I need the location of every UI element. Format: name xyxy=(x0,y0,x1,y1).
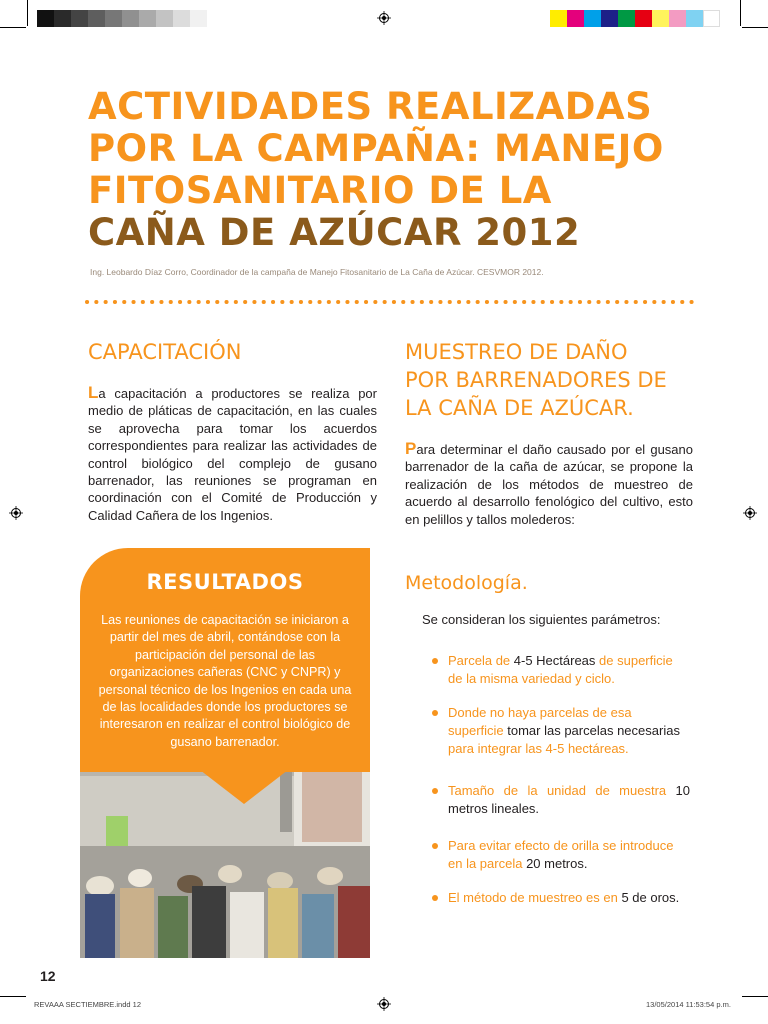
list-item xyxy=(428,652,690,688)
drop-cap: P xyxy=(405,439,417,458)
grayscale-color-bar xyxy=(37,10,207,27)
title-line: FITOSANITARIO DE LA xyxy=(88,169,552,212)
bullet-text: tomar las parcelas necesarias xyxy=(503,723,680,738)
capacitacion-heading: CAPACITACIÓN xyxy=(88,340,242,364)
resultados-pointer xyxy=(200,770,288,804)
list-item xyxy=(428,704,690,758)
bullet-text: 20 metros. xyxy=(526,856,588,871)
crop-mark xyxy=(742,996,768,997)
bullet-icon xyxy=(432,710,438,716)
bullet-text: Parcela de xyxy=(448,653,514,668)
bullet-text: 5 de oros. xyxy=(621,890,680,905)
title-line: POR LA CAMPAÑA: MANEJO xyxy=(88,127,664,170)
bullet-text: Donde no haya parcelas de esa superficie xyxy=(448,705,632,738)
registration-mark-icon xyxy=(743,506,757,520)
bullet-text: de superficie de la misma variedad y ciclo. xyxy=(448,653,673,686)
title-line: CAÑA DE AZÚCAR 2012 xyxy=(88,211,581,254)
title-line: ACTIVIDADES REALIZADAS xyxy=(88,85,653,128)
file-slug: REVAAA SECTIEMBRE.indd 12 xyxy=(34,1000,141,1009)
process-color-bar xyxy=(550,10,720,27)
muestreo-heading-line: MUESTREO DE DAÑO xyxy=(405,340,628,364)
bullet-text: para integrar las 4-5 hectáreas. xyxy=(448,741,629,756)
crop-mark xyxy=(0,996,26,997)
list-item xyxy=(428,782,690,818)
bullet-text: El método de muestreo es en xyxy=(448,890,622,905)
metodologia-heading: Metodología. xyxy=(405,572,528,594)
registration-mark-icon xyxy=(9,506,23,520)
list-item xyxy=(428,837,690,873)
registration-mark-icon xyxy=(377,997,391,1011)
parameters-list xyxy=(428,652,690,907)
article-title xyxy=(88,86,688,254)
page-number: 12 xyxy=(40,968,56,984)
metodologia-intro: Se consideran los siguientes parámetros: xyxy=(422,612,661,627)
resultados-heading: RESULTADOS xyxy=(146,570,304,594)
print-timestamp: 13/05/2014 11:53:54 p.m. xyxy=(646,1000,731,1009)
crop-mark xyxy=(27,0,28,26)
capacitacion-paragraph xyxy=(88,384,377,524)
bullet-text: 10 metros lineales. xyxy=(448,783,690,816)
bullet-icon xyxy=(432,658,438,664)
muestreo-heading-line: POR BARRENADORES DE xyxy=(405,368,667,392)
crop-mark xyxy=(742,27,768,28)
bullet-text: 4-5 Hectáreas xyxy=(513,653,596,668)
muestreo-heading-line: LA CAÑA DE AZÚCAR. xyxy=(405,396,634,420)
bullet-text: Para evitar efecto de orilla se introduce en la parcela xyxy=(448,838,674,871)
author-byline: Ing. Leobardo Díaz Corro, Coordinador de la campaña de Manejo Fitosanitario de La Caña de Azúcar. CESVMOR 2012. xyxy=(90,267,544,277)
capacitacion-text: a capacitación a productores se realiza por medio de pláticas de capacitación, en las cuales se aprovecha para tomar los acuerdos correspondientes para realizar las actividades de control biológico del complejo de gusano barrenador, las reuniones se programan en coordinación con el Comité de Producción y Calidad Cañera de los Ingenios. xyxy=(88,386,377,523)
resultados-text: Las reuniones de capacitación se iniciaron a partir del mes de abril, contándose con la participación del personal de las organizaciones cañeras (CNC y CNPR) y personal técnico de los Ingenios en cada una de las localidades donde los productores se interesaron en realizar el control biológico de gusano barrenador. xyxy=(98,613,352,749)
bullet-icon xyxy=(432,788,438,794)
muestreo-paragraph xyxy=(405,440,693,528)
dotted-divider xyxy=(84,298,696,306)
muestreo-text: ara determinar el daño causado por el gusano barrenador de la caña de azúcar, se propone la realización de los métodos de muestreo de acuerdo al desarrollo fenológico del cultivo, esto en pelillos y tallos molederos: xyxy=(405,442,693,527)
muestreo-heading xyxy=(405,338,705,422)
registration-mark-icon xyxy=(377,11,391,25)
bullet-icon xyxy=(432,895,438,901)
drop-cap: L xyxy=(88,383,99,402)
crop-mark xyxy=(740,0,741,26)
bullet-text: Tamaño de la unidad de muestra xyxy=(448,783,676,798)
list-item xyxy=(428,889,690,907)
bullet-icon xyxy=(432,843,438,849)
crop-mark xyxy=(0,27,26,28)
